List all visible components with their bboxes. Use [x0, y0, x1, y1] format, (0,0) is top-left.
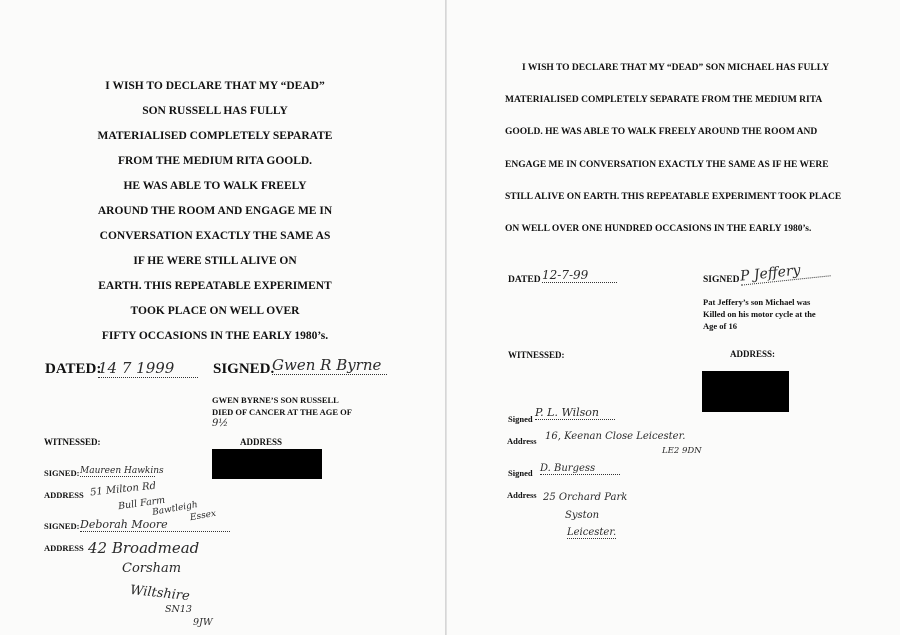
left-witness2-signature: Deborah Moore: [80, 518, 230, 532]
right-witness1-address-line: 16, Keenan Close Leicester.: [545, 431, 686, 442]
left-note: [212, 394, 352, 430]
right-signature: P Jeffery: [739, 259, 830, 285]
left-signed-label: SIGNED.: [213, 361, 275, 377]
right-dated-value: 12-7-99: [542, 268, 617, 283]
right-note: [703, 296, 816, 332]
left-signature: Gwen R Byrne: [272, 356, 387, 375]
left-witness2-address-line: Corsham: [122, 561, 182, 576]
declaration-line: I WISH TO DECLARE THAT MY “DEAD” SON MICHAEL HAS FULLY: [522, 63, 830, 73]
right-witness1-signed-label: Signed: [508, 414, 533, 424]
declaration-line: SON RUSSELL HAS FULLY: [142, 105, 288, 117]
left-witness1-address-label: ADDRESS: [44, 490, 84, 500]
note-line: GWEN BYRNE’S SON RUSSELL: [212, 395, 339, 405]
left-witness1-address-line: Essex: [189, 508, 217, 524]
right-witness1-signature: P. L. Wilson: [535, 406, 615, 420]
declaration-line: EARTH. THIS REPEATABLE EXPERIMENT: [98, 280, 332, 292]
left-dated-label: DATED:: [45, 361, 102, 377]
left-dated-value: 14 7 1999: [98, 359, 198, 378]
redaction-box: [702, 371, 789, 412]
left-witness2-address-line: 9JW: [193, 617, 213, 628]
right-witness2-address-line: 25 Orchard Park: [543, 492, 628, 503]
left-witness2-signed-label: SIGNED:: [44, 521, 80, 531]
left-declaration: [40, 74, 390, 349]
declaration-line: IF HE WERE STILL ALIVE ON: [133, 255, 297, 267]
right-signed-label: SIGNED: [703, 275, 740, 285]
declaration-line: STILL ALIVE ON EARTH. THIS REPEATABLE EXPERIMENT TOOK PLACE: [505, 191, 842, 202]
right-witnessed-label: WITNESSED:: [508, 350, 565, 360]
right-witness2-signature: D. Burgess: [540, 463, 620, 475]
right-witness2-signed-label: Signed: [508, 468, 533, 478]
declaration-line: MATERIALISED COMPLETELY SEPARATE FROM THE MEDIUM RITA: [505, 95, 823, 106]
left-witness1-address-line: Bull Farm: [117, 494, 166, 513]
left-address-label: ADDRESS: [240, 437, 283, 447]
left-witness2-address-line: SN13: [165, 604, 192, 615]
right-declaration: [505, 60, 860, 253]
left-witness1-address-line: Bawtleigh: [151, 500, 199, 518]
left-witness2-address-line: 42 Broadmead: [88, 539, 200, 557]
left-witness1-signed-label: SIGNED:: [44, 468, 80, 478]
right-witness1-address-label: Address: [507, 436, 537, 446]
page-fold: [445, 0, 447, 635]
left-witnessed-label: WITNESSED:: [44, 437, 101, 447]
note-line: Age of 16: [703, 321, 737, 331]
declaration-line: HE WAS ABLE TO WALK FREELY: [123, 180, 307, 192]
right-witness2-address-line: Leicester.: [567, 527, 617, 538]
declaration-line: MATERIALISED COMPLETELY SEPARATE: [97, 130, 333, 142]
left-witness2-address-label: ADDRESS: [44, 543, 84, 553]
declaration-line: AROUND THE ROOM AND ENGAGE ME IN: [97, 205, 333, 217]
declaration-line: TOOK PLACE ON WELL OVER: [130, 305, 300, 317]
right-dated-label: DATED: [508, 275, 541, 285]
right-witness1-address-line: LE2 9DN: [662, 446, 702, 456]
declaration-line: ON WELL OVER ONE HUNDRED OCCASIONS IN THE EARLY 1980’s.: [505, 223, 812, 234]
declaration-line: I WISH TO DECLARE THAT MY “DEAD”: [105, 80, 325, 92]
note-line: DIED OF CANCER AT THE AGE OF: [212, 407, 352, 417]
redaction-box: [212, 449, 322, 479]
right-address-label: ADDRESS:: [730, 349, 776, 359]
declaration-line: FROM THE MEDIUM RITA GOOLD.: [117, 155, 313, 167]
note-line: Killed on his motor cycle at the: [703, 309, 816, 319]
left-witness2-address-line: Wiltshire: [129, 582, 191, 605]
note-line: 9½: [212, 418, 229, 429]
declaration-line: ENGAGE ME IN CONVERSATION EXACTLY THE SAME AS IF HE WERE: [505, 159, 829, 170]
declaration-line: CONVERSATION EXACTLY THE SAME AS: [99, 230, 331, 242]
declaration-line: GOOLD. HE WAS ABLE TO WALK FREELY AROUND THE ROOM AND: [505, 127, 818, 138]
left-witness1-signature: Maureen Hawkins: [80, 466, 164, 476]
right-witness2-address-label: Address: [507, 490, 537, 500]
declaration-line: FIFTY OCCASIONS IN THE EARLY 1980’s.: [101, 330, 329, 342]
left-witness1-address-line: 51 Milton Rd: [89, 480, 157, 499]
note-line: Pat Jeffery’s son Michael was: [703, 297, 811, 307]
right-witness2-address-line: Syston: [565, 510, 600, 521]
